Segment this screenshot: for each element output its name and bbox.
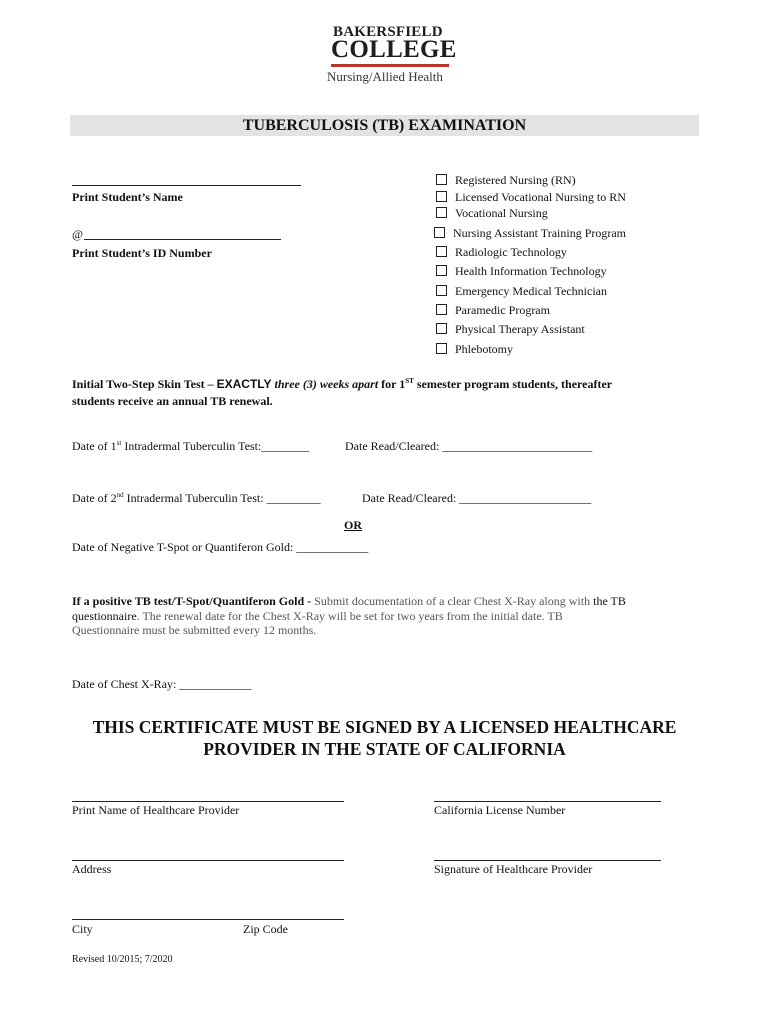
address-label: Address: [72, 862, 112, 876]
logo-line-2: COLLEGE: [331, 36, 457, 63]
logo-rule: [331, 64, 449, 67]
second-test-date[interactable]: Date of 2nd Intradermal Tuberculin Test: _________: [72, 491, 321, 505]
license-number-label: California License Number: [434, 803, 566, 817]
second-test-read-date[interactable]: Date Read/Cleared: ______________________: [362, 491, 592, 505]
checkbox[interactable]: [434, 227, 445, 238]
zip-label: Zip Code: [243, 922, 288, 936]
program-option[interactable]: Nursing Assistant Training Program: [434, 226, 626, 241]
checkbox[interactable]: [436, 246, 447, 257]
program-option[interactable]: Vocational Nursing: [436, 206, 548, 221]
checkbox[interactable]: [436, 191, 447, 202]
provider-signature-label: Signature of Healthcare Provider: [434, 862, 593, 876]
program-option[interactable]: Registered Nursing (RN): [436, 173, 576, 188]
student-name-field[interactable]: [72, 185, 301, 186]
program-option[interactable]: Emergency Medical Technician: [436, 284, 607, 299]
checkbox[interactable]: [436, 323, 447, 334]
program-option[interactable]: Licensed Vocational Nursing to RN: [436, 190, 626, 205]
city-zip-field[interactable]: [72, 919, 344, 920]
checkbox[interactable]: [436, 285, 447, 296]
checkbox[interactable]: [436, 343, 447, 354]
positive-test-instructions-line3: Questionnaire must be submitted every 12 months.: [72, 623, 317, 637]
checkbox[interactable]: [436, 174, 447, 185]
or-label: OR: [344, 518, 362, 532]
checkbox[interactable]: [436, 304, 447, 315]
first-test-read-date[interactable]: Date Read/Cleared: _________________________: [345, 439, 593, 453]
checkbox[interactable]: [436, 265, 447, 276]
positive-test-instructions: If a positive TB test/T-Spot/Quantiferon Gold - Submit documentation of a clear Chest X-Ray along with the TB: [72, 594, 626, 608]
positive-test-instructions-line2: questionnaire. The renewal date for the Chest X-Ray will be set for two years from the initial date. TB: [72, 609, 563, 623]
program-option[interactable]: Phlebotomy: [436, 342, 513, 357]
skin-test-instructions: Initial Two-Step Skin Test – EXACTLY three (3) weeks apart for 1ST semester program students, thereafter: [72, 377, 613, 391]
student-name-label: Print Student’s Name: [72, 190, 183, 204]
city-label: City: [72, 922, 93, 936]
page-title: TUBERCULOSIS (TB) EXAMINATION: [242, 117, 527, 134]
student-id-prefix: @: [72, 227, 84, 241]
program-option[interactable]: Health Information Technology: [436, 264, 607, 279]
logo-line-1: BAKERSFIELD: [333, 24, 443, 40]
tspot-date[interactable]: Date of Negative T-Spot or Quantiferon Gold: ____________: [72, 540, 369, 554]
provider-name-field[interactable]: [72, 801, 344, 802]
checkbox[interactable]: [436, 207, 447, 218]
address-field[interactable]: [72, 860, 344, 861]
provider-signature-field[interactable]: [434, 860, 661, 861]
program-option[interactable]: Radiologic Technology: [436, 245, 567, 260]
logo-subtitle: Nursing/Allied Health: [327, 69, 443, 84]
student-id-field[interactable]: [84, 239, 281, 240]
provider-name-label: Print Name of Healthcare Provider: [72, 803, 240, 817]
chest-xray-date[interactable]: Date of Chest X-Ray: ____________: [72, 677, 252, 691]
skin-test-instructions-line2: students receive an annual TB renewal.: [72, 394, 273, 408]
student-id-label: Print Student’s ID Number: [72, 246, 212, 260]
first-test-date[interactable]: Date of 1st Intradermal Tuberculin Test:________: [72, 439, 310, 453]
certificate-notice: THIS CERTIFICATE MUST BE SIGNED BY A LICENSED HEALTHCARE PROVIDER IN THE STATE OF CALIFORNIA: [92, 717, 677, 759]
revision-note: Revised 10/2015; 7/2020: [72, 954, 173, 965]
license-number-field[interactable]: [434, 801, 661, 802]
program-option[interactable]: Paramedic Program: [436, 303, 550, 318]
program-option[interactable]: Physical Therapy Assistant: [436, 322, 585, 337]
